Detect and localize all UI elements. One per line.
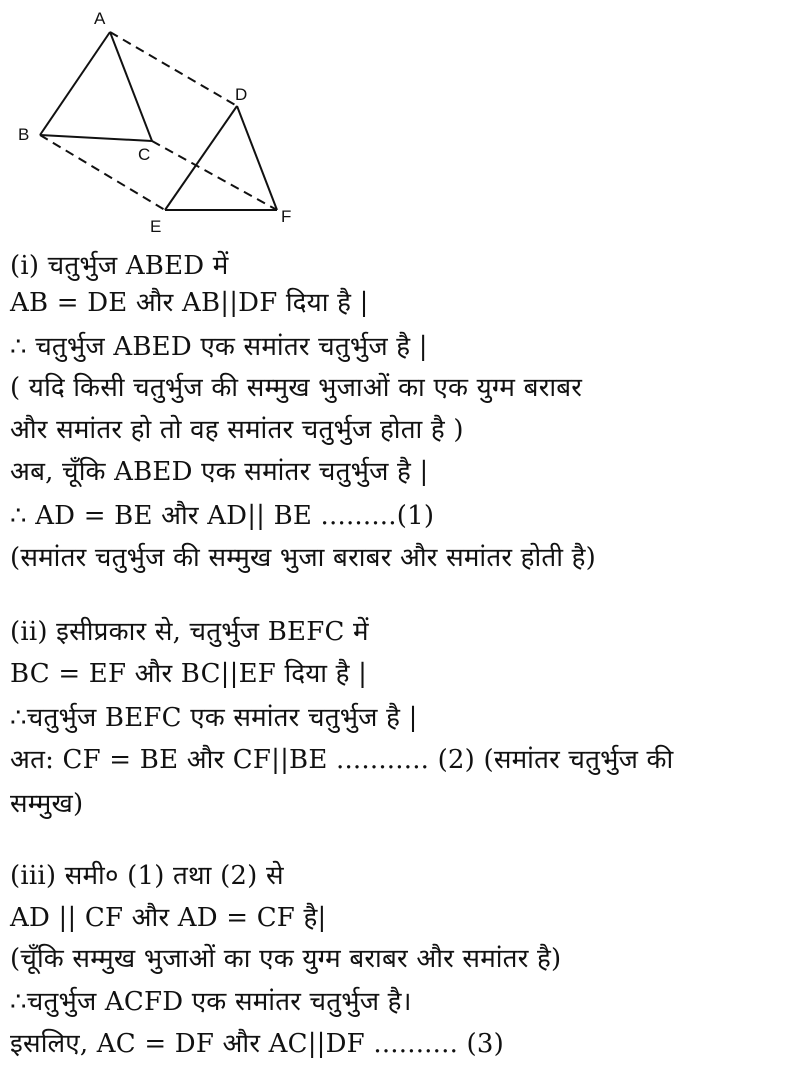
- segment-ab: [40, 32, 110, 135]
- label-a: A: [94, 9, 106, 28]
- text-line-16: (चूँकि सम्मुख भुजाओं का एक युग्म बराबर और समांतर है): [10, 944, 562, 974]
- text-line-6: अब, चूँकि ABED एक समांतर चतुर्भुज है |: [10, 457, 429, 487]
- label-f: F: [281, 207, 292, 226]
- text-line-5: और समांतर हो तो वह समांतर चतुर्भुज होता है ): [10, 415, 464, 445]
- geometry-figure: [0, 0, 310, 240]
- text-line-11: ∴चतुर्भुज BEFC एक समांतर चतुर्भुज है |: [10, 703, 418, 733]
- text-line-13: सम्मुख): [10, 789, 84, 819]
- segment-df: [237, 106, 277, 210]
- text-line-17: ∴चतुर्भुज ACFD एक समांतर चतुर्भुज है।: [10, 987, 412, 1017]
- text-line-4: ( यदि किसी चतुर्भुज की सम्मुख भुजाओं का एक युग्म बराबर: [10, 373, 583, 403]
- text-line-8: (समांतर चतुर्भुज की सम्मुख भुजा बराबर और समांतर होती है): [10, 543, 596, 573]
- text-line-12: अत: CF = BE और CF||BE ........... (2) (समांतर चतुर्भुज की: [10, 745, 674, 775]
- text-line-1: (i) चतुर्भुज ABED में: [10, 251, 229, 281]
- text-line-3: ∴ चतुर्भुज ABED एक समांतर चतुर्भुज है |: [10, 332, 428, 362]
- dashed-ad: [110, 32, 237, 106]
- segment-bc: [40, 135, 152, 141]
- text-line-2: AB = DE और AB||DF दिया है |: [10, 288, 369, 318]
- text-line-7: ∴ AD = BE और AD|| BE .........(1): [10, 501, 435, 531]
- dashed-cf: [152, 141, 277, 210]
- label-c: C: [138, 145, 151, 164]
- text-line-15: AD || CF और AD = CF है|: [10, 903, 327, 933]
- segment-de: [165, 106, 237, 210]
- label-d: D: [235, 85, 248, 104]
- label-e: E: [150, 217, 162, 236]
- text-line-10: BC = EF और BC||EF दिया है |: [10, 659, 368, 689]
- text-line-9: (ii) इसीप्रकार से, चतुर्भुज BEFC में: [10, 617, 369, 647]
- segment-ac: [110, 32, 152, 141]
- label-b: B: [18, 125, 30, 144]
- text-line-18: इसलिए, AC = DF और AC||DF .......... (3): [10, 1029, 504, 1059]
- text-line-14: (iii) समी० (1) तथा (2) से: [10, 861, 284, 891]
